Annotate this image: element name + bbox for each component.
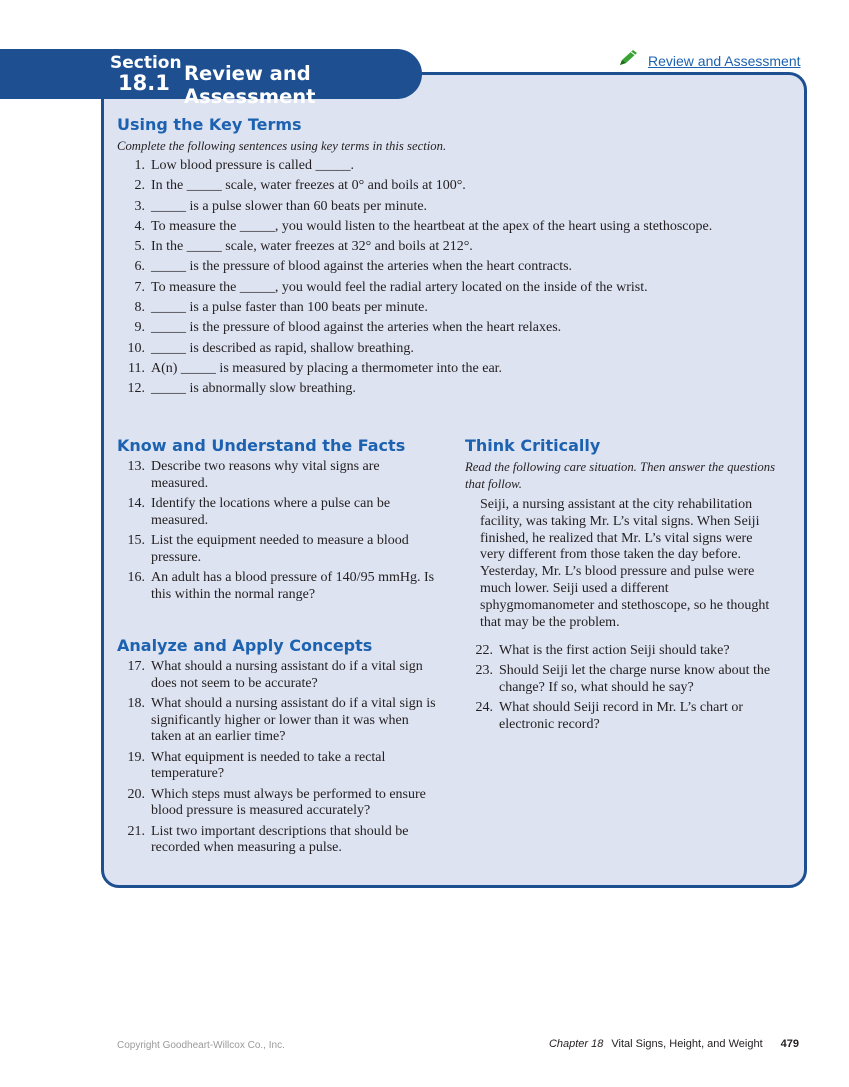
- question-number: 16.: [127, 570, 145, 585]
- question-text: _____ is the pressure of blood against the arteries when the heart relaxes.: [151, 320, 562, 336]
- question-item: [117, 750, 437, 783]
- question-number: 4.: [134, 218, 145, 234]
- know-facts-heading: Know and Understand the Facts: [117, 436, 406, 455]
- question-item: [117, 219, 777, 236]
- question-number: 11.: [128, 360, 145, 376]
- question-number: 22.: [475, 643, 493, 658]
- question-item: [465, 663, 785, 696]
- question-number: 12.: [127, 381, 145, 397]
- question-text: Should Seiji let the charge nurse know about the change? If so, what should he say?: [499, 663, 771, 695]
- question-text: To measure the _____, you would feel the radial artery located on the inside of the wrist.: [151, 279, 648, 295]
- question-text: What should a nursing assistant do if a vital sign is significantly higher or lower than it was when taken at an earlier time?: [151, 696, 436, 745]
- question-item: [117, 659, 437, 692]
- question-text: What should Seiji record in Mr. L’s chart or electronic record?: [499, 700, 744, 732]
- question-number: 18.: [127, 696, 145, 711]
- think-heading: Think Critically: [465, 436, 601, 455]
- question-text: In the _____ scale, water freezes at 0° and boils at 100°.: [151, 178, 466, 194]
- question-number: 5.: [134, 239, 145, 255]
- question-item: [117, 787, 437, 820]
- question-item: [117, 158, 777, 175]
- question-number: 10.: [127, 340, 145, 356]
- question-text: Which steps must always be performed to ensure blood pressure is measured accurately?: [151, 786, 426, 819]
- question-number: 2.: [134, 178, 145, 194]
- question-number: 3.: [134, 198, 145, 214]
- question-number: 14.: [127, 496, 145, 511]
- question-text: Low blood pressure is called _____.: [151, 158, 354, 173]
- question-text: List the equipment needed to measure a blood pressure.: [151, 533, 409, 565]
- question-text: To measure the _____, you would listen to the heartbeat at the apex of the heart using a stethoscope.: [151, 218, 713, 234]
- chapter-title: Vital Signs, Height, and Weight: [611, 1038, 763, 1050]
- question-number: 9.: [134, 320, 145, 336]
- page-title: Review and Assessment: [184, 62, 316, 108]
- question-text: An adult has a blood pressure of 140/95 mmHg. Is this within the normal range?: [151, 570, 435, 602]
- question-text: _____ is a pulse faster than 100 beats per minute.: [151, 300, 428, 316]
- care-scenario: Seiji, a nursing assistant at the city rehabilitation facility, was taking Mr. L’s vital signs. When Seiji finished, he realized that Mr. L’s vital signs were very different from those taken the day before. Yesterday, Mr. L’s blood pressure and pulse were much lower. Seiji used a different sphygmomanometer and stethoscope, so he thought that may be the problem.: [480, 497, 770, 630]
- question-text: _____ is the pressure of blood against the arteries when the heart contracts.: [151, 259, 573, 275]
- question-number: 23.: [475, 663, 493, 679]
- question-number: 7.: [134, 279, 145, 295]
- chapter-number: Chapter 18: [548, 1038, 604, 1050]
- key-terms-instruction: Complete the following sentences using key terms in this section.: [117, 139, 447, 153]
- copyright: Copyright Goodheart-Willcox Co., Inc.: [117, 1040, 285, 1051]
- question-text: What equipment is needed to take a rectal temperature?: [151, 749, 386, 782]
- question-item: [117, 300, 777, 317]
- think-instruction: Read the following care situation. Then answer the questions that follow.: [465, 460, 776, 491]
- question-text: _____ is abnormally slow breathing.: [151, 381, 356, 397]
- question-number: 21.: [127, 823, 145, 839]
- question-text: In the _____ scale, water freezes at 32° and boils at 212°.: [151, 239, 473, 255]
- question-item: [117, 259, 777, 276]
- question-item: [117, 533, 437, 566]
- question-text: Identify the locations where a pulse can be measured.: [151, 496, 391, 528]
- page-number: 479: [780, 1038, 799, 1050]
- question-number: 20.: [127, 786, 145, 802]
- question-number: 6.: [134, 259, 145, 275]
- question-text: List two important descriptions that should be recorded when measuring a pulse.: [151, 823, 409, 856]
- question-item: [117, 341, 777, 358]
- analyze-list: [117, 659, 437, 861]
- page-footer: [549, 1038, 799, 1050]
- think-list: [465, 643, 785, 737]
- analyze-heading: Analyze and Apply Concepts: [117, 636, 373, 655]
- question-text: _____ is described as rapid, shallow breathing.: [151, 340, 414, 356]
- question-text: What is the first action Seiji should take?: [499, 643, 730, 658]
- question-text: A(n) _____ is measured by placing a thermometer into the ear.: [151, 360, 503, 376]
- question-item: [465, 643, 785, 660]
- pencil-icon: [618, 49, 640, 72]
- question-item: [117, 496, 437, 529]
- question-number: 17.: [127, 659, 145, 674]
- question-text: _____ is a pulse slower than 60 beats per minute.: [151, 198, 428, 214]
- key-terms-list: [117, 158, 777, 402]
- section-tab: [0, 49, 422, 108]
- review-assessment-link[interactable]: [618, 49, 801, 72]
- review-assessment-link-label[interactable]: Review and Assessment: [648, 52, 801, 69]
- question-number: 1.: [134, 158, 145, 173]
- question-number: 19.: [127, 749, 145, 765]
- question-item: [117, 320, 777, 337]
- question-item: [117, 280, 777, 297]
- question-item: [117, 199, 777, 216]
- question-text: Describe two reasons why vital signs are measured.: [151, 459, 380, 491]
- question-item: [117, 239, 777, 256]
- question-item: [117, 178, 777, 195]
- know-facts-list: [117, 459, 437, 607]
- question-item: [117, 570, 437, 603]
- question-item: [117, 696, 437, 746]
- section-label: Section: [110, 53, 182, 73]
- question-number: 15.: [127, 533, 145, 548]
- question-text: What should a nursing assistant do if a vital sign does not seem to be accurate?: [151, 659, 423, 691]
- question-item: [465, 700, 785, 733]
- question-number: 24.: [475, 700, 493, 716]
- question-number: 8.: [134, 300, 145, 316]
- question-item: [117, 824, 437, 857]
- section-number: 18.1: [118, 71, 170, 95]
- key-terms-heading: Using the Key Terms: [117, 115, 302, 134]
- question-item: [117, 459, 437, 492]
- question-number: 13.: [127, 459, 145, 474]
- question-item: [117, 361, 777, 378]
- question-item: [117, 381, 777, 398]
